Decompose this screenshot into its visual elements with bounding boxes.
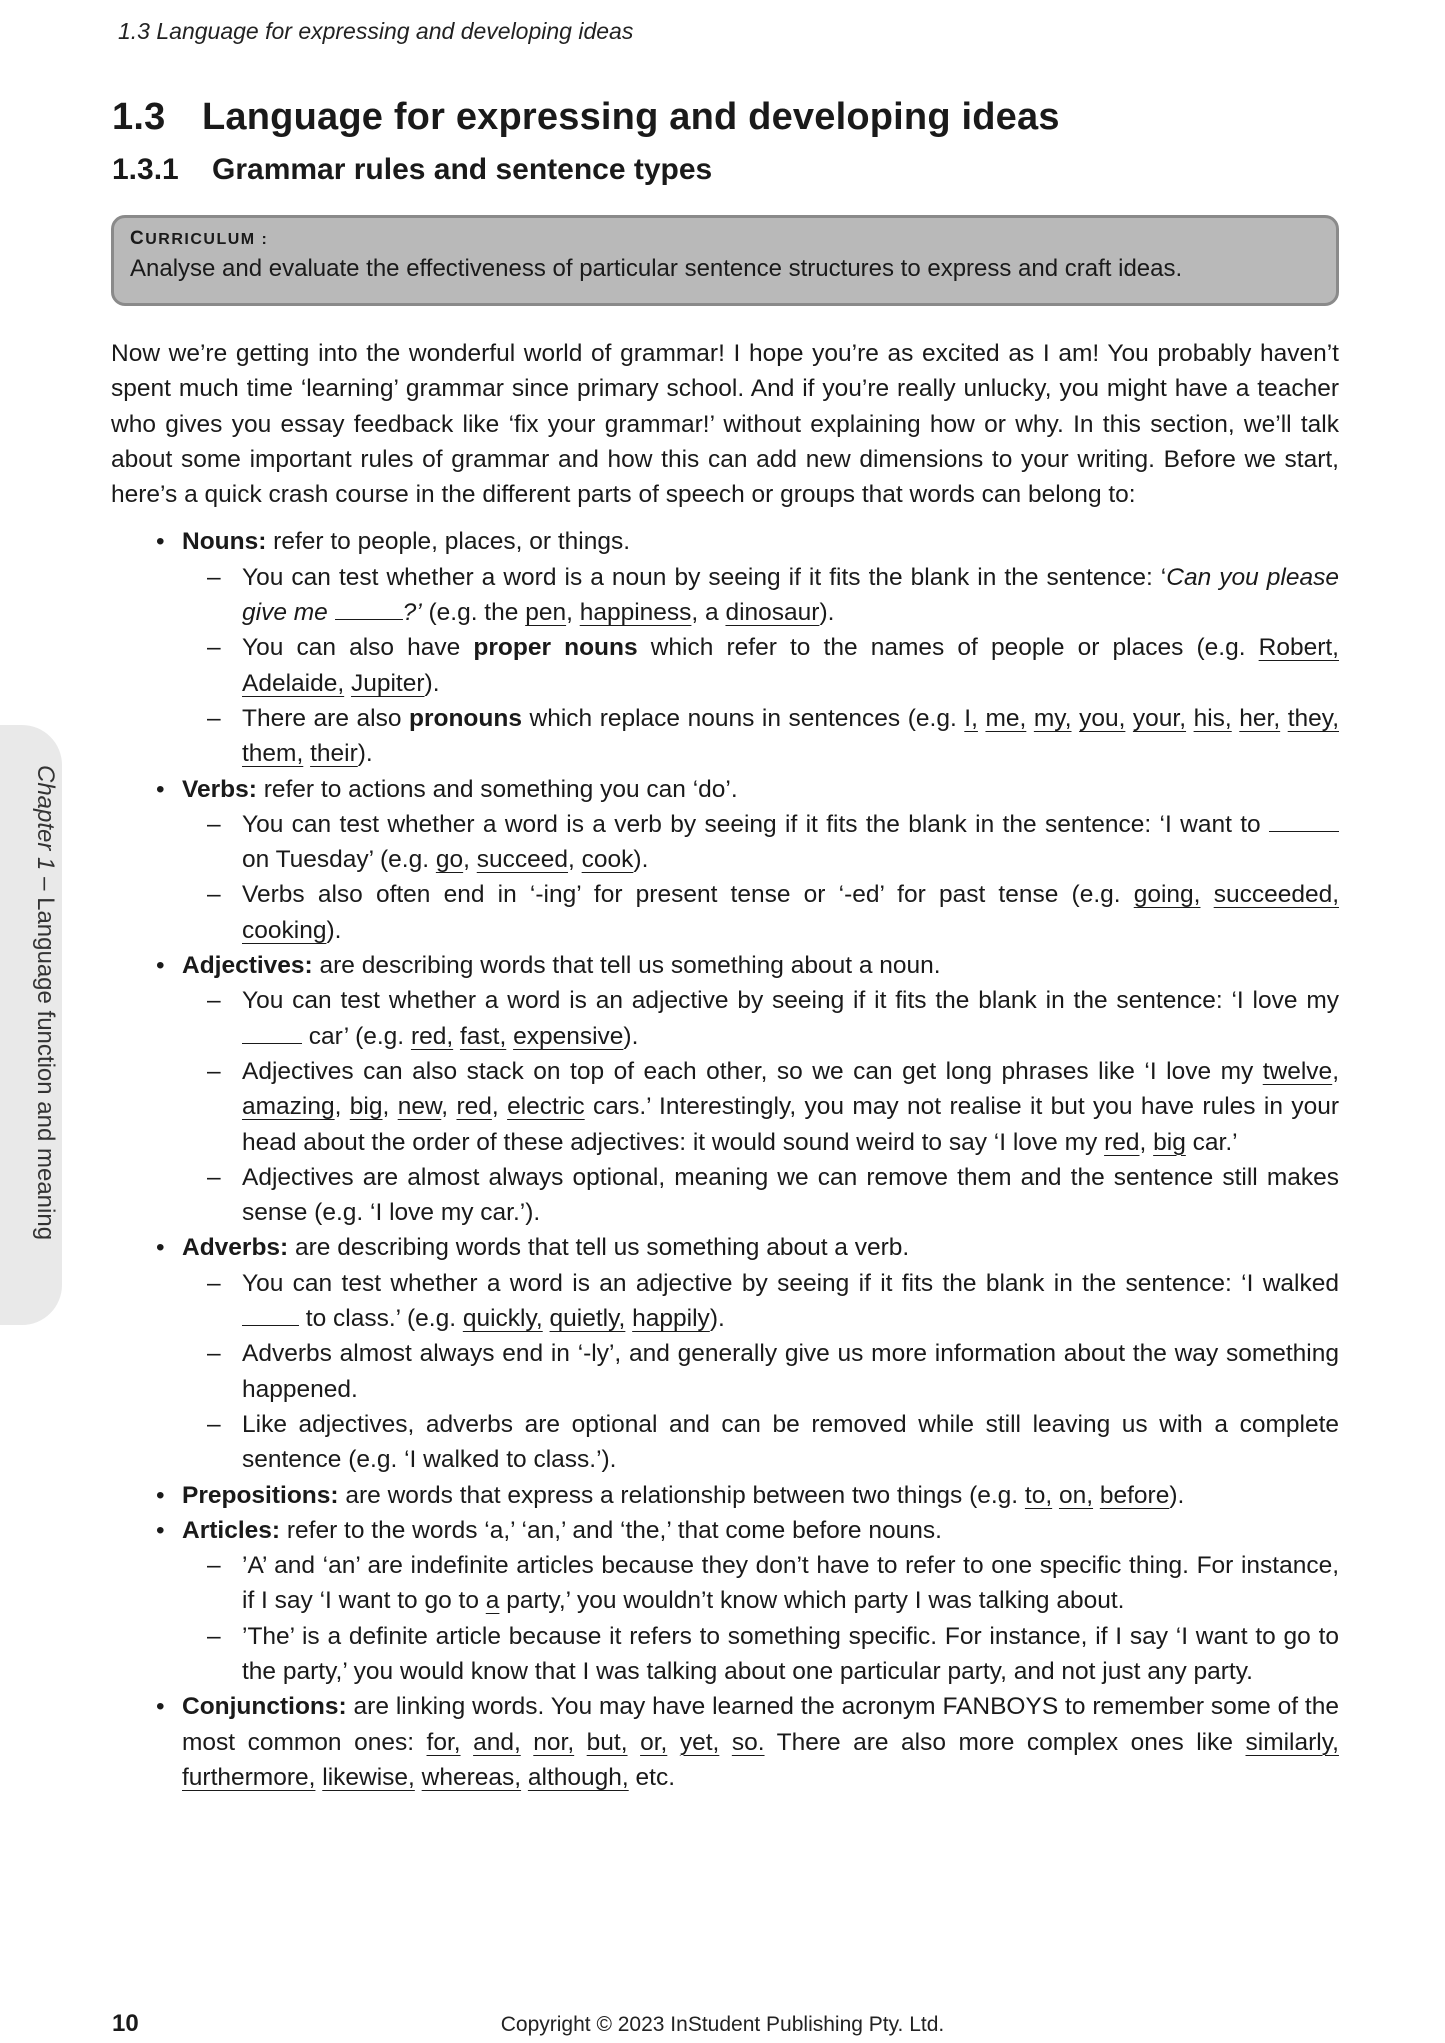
subsection-heading: [112, 153, 712, 187]
list-item-adverbs: • Adverbs: are describing words that tell us something about a verb. – You can test whether a word is an adjective by seeing if it fits the blank in the sentence: ‘I walked to class.’ (e.g. quickly, quietly, happily). – Adverbs almost always end in ‘-ly’, and generally give us more information about the way something happened. – Like adjectives, adverbs are optional and can be removed while still leaving us with a complete sentence (e.g. ‘I walked to class.’).: [111, 1230, 1339, 1477]
section-number: 1.3: [112, 96, 166, 138]
list-item-nouns: • Nouns: refer to people, places, or things. – You can test whether a word is a noun by seeing if it fits the blank in the sentence: ‘Can you please give me ?’ (e.g. the pen, happiness, a dinosaur). – You can also have proper nouns which refer to the names of people or places (e.g. Robert, Adelaide, Jupiter). – There are also pronouns which replace nouns in sentences (e.g. I, me, my, you, your, his, her, they, them, their).: [111, 524, 1339, 771]
chapter-side-tab-label: Chapter 1 – Language function and meaning: [32, 765, 59, 1241]
list-item: – There are also pronouns which replace nouns in sentences (e.g. I, me, my, you, your, his, her, they, them, their).: [178, 701, 1339, 772]
blank-line: [1269, 809, 1339, 832]
curriculum-label: CURRICULUM :: [130, 228, 269, 249]
list-item: – You can test whether a word is a verb by seeing if it fits the blank in the sentence: ‘I want to on Tuesday’ (e.g. go, succeed, cook).: [178, 807, 1339, 878]
list-item-adjectives: • Adjectives: are describing words that tell us something about a noun. – You can test whether a word is an adjective by seeing if it fits the blank in the sentence: ‘I love my car’ (e.g. red, fast, expensive). – Adjectives can also stack on top of each other, so we can get long phrases like ‘I love my twelve, amazing, big, new, red, electric cars.’ Interestingly, you may not realise it but you have rules in your head about the order of these adjectives: it would sound weird to say ‘I love my red, big car.’ – Adjectives are almost always optional, meaning we can remove them and the sentence still makes sense (e.g. ‘I love my car.’).: [111, 948, 1339, 1230]
blank-line: [242, 1021, 302, 1044]
list-item: – ’The’ is a definite article because it refers to something specific. For instance, if I say ‘I want to go to the party,’ you would know that I was talking about one particular party, and not just any party.: [178, 1619, 1339, 1690]
list-item: – Adverbs almost always end in ‘-ly’, and generally give us more information about the way something happened.: [178, 1336, 1339, 1407]
main-content: [111, 336, 1339, 1795]
list-item: – Like adjectives, adverbs are optional and can be removed while still leaving us with a complete sentence (e.g. ‘I walked to class.’).: [178, 1407, 1339, 1478]
list-item: – You can also have proper nouns which refer to the names of people or places (e.g. Robert, Adelaide, Jupiter).: [178, 630, 1339, 701]
parts-of-speech-list: [111, 524, 1339, 1795]
curriculum-box: [111, 215, 1339, 306]
curriculum-text: Analyse and evaluate the effectiveness of particular sentence structures to express and craft ideas.: [130, 255, 1183, 282]
list-item-verbs: • Verbs: refer to actions and something you can ‘do’. – You can test whether a word is a verb by seeing if it fits the blank in the sentence: ‘I want to on Tuesday’ (e.g. go, succeed, cook). – Verbs also often end in ‘-ing’ for present tense or ‘-ed’ for past tense (e.g. going, succeeded, cooking).: [111, 772, 1339, 948]
section-heading: [112, 96, 1060, 139]
list-item: – Verbs also often end in ‘-ing’ for present tense or ‘-ed’ for past tense (e.g. going, succeeded, cooking).: [178, 877, 1339, 948]
subsection-number: 1.3.1: [112, 153, 179, 186]
list-item: – You can test whether a word is an adjective by seeing if it fits the blank in the sentence: ‘I love my car’ (e.g. red, fast, expensive).: [178, 983, 1339, 1054]
list-item-conjunctions: • Conjunctions: are linking words. You may have learned the acronym FANBOYS to remember some of the most common ones: for, and, nor, but, or, yet, so. There are also more complex ones like similarly, furthermore, likewise, whereas, although, etc.: [111, 1689, 1339, 1795]
blank-line: [335, 597, 403, 620]
running-header: 1.3 Language for expressing and developing ideas: [118, 18, 634, 44]
page-number: 10: [112, 2010, 139, 2037]
list-item: – ’A’ and ‘an’ are indefinite articles because they don’t have to refer to one specific thing. For instance, if I say ‘I want to go to a party,’ you wouldn’t know which party I was talking about.: [178, 1548, 1339, 1619]
list-item: – You can test whether a word is an adjective by seeing if it fits the blank in the sentence: ‘I walked to class.’ (e.g. quickly, quietly, happily).: [178, 1266, 1339, 1337]
list-item: – Adjectives are almost always optional, meaning we can remove them and the sentence still makes sense (e.g. ‘I love my car.’).: [178, 1160, 1339, 1231]
subsection-title: Grammar rules and sentence types: [212, 153, 713, 186]
section-title: Language for expressing and developing ideas: [202, 96, 1060, 138]
list-item-prepositions: • Prepositions: are words that express a relationship between two things (e.g. to, on, before).: [111, 1478, 1339, 1513]
intro-paragraph: Now we’re getting into the wonderful world of grammar! I hope you’re as excited as I am! You probably haven’t spent much time ‘learning’ grammar since primary school. And if you’re really unlucky, you might have a teacher who gives you essay feedback like ‘fix your grammar!’ without explaining how or why. In this section, we’ll talk about some important rules of grammar and how this can add new dimensions to your writing. Before we start, here’s a quick crash course in the different parts of speech or groups that words can belong to:: [111, 340, 1339, 509]
blank-line: [242, 1303, 299, 1326]
list-item-articles: • Articles: refer to the words ‘a,’ ‘an,’ and ‘the,’ that come before nouns. – ’A’ and ‘an’ are indefinite articles because they don’t have to refer to one specific thing. For instance, if I say ‘I want to go to a party,’ you wouldn’t know which party I was talking about. – ’The’ is a definite article because it refers to something specific. For instance, if I say ‘I want to go to the party,’ you would know that I was talking about one particular party, and not just any party.: [111, 1513, 1339, 1689]
list-item: – You can test whether a word is a noun by seeing if it fits the blank in the sentence: ‘Can you please give me ?’ (e.g. the pen, happiness, a dinosaur).: [178, 560, 1339, 631]
list-item: – Adjectives can also stack on top of each other, so we can get long phrases like ‘I love my twelve, amazing, big, new, red, electric cars.’ Interestingly, you may not realise it but you have rules in your head about the order of these adjectives: it would sound weird to say ‘I love my red, big car.’: [178, 1054, 1339, 1160]
copyright-footer: Copyright © 2023 InStudent Publishing Pty. Ltd.: [500, 2013, 945, 2036]
